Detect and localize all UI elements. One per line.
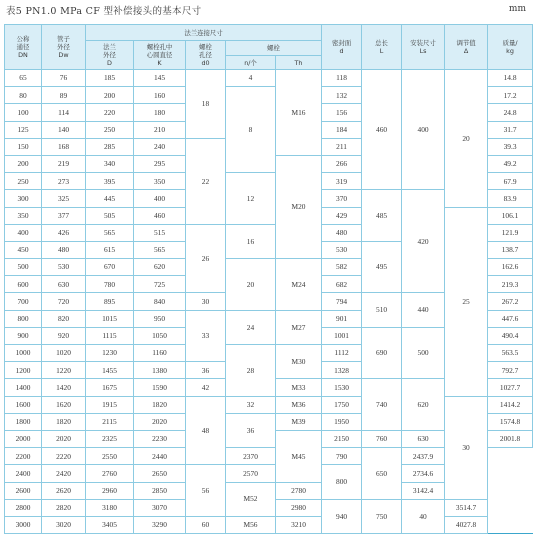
cell-dn: 450 [5,241,42,258]
cell-pipe-od: 820 [42,310,86,327]
cell-seal: 1950 [322,413,362,430]
cell-seal: 1530 [322,379,362,396]
cell-dn: 2600 [5,482,42,499]
cell-length: 800 [322,465,362,499]
cell-dn: 300 [5,190,42,207]
header-bolt-th: Th [276,56,322,70]
cell-seal: 2570 [226,465,276,482]
cell-bolt-hole: 60 [186,516,226,533]
cell-flange-od: 2550 [86,448,134,465]
table-title: 表5 PN1.0 MPa CF 型补偿接头的基本尺寸 [6,6,202,17]
cell-mass: 3142.4 [402,482,445,499]
cell-adjust: 25 [445,207,488,396]
header-mass: 质量/ kg [488,25,533,70]
cell-flange-od: 1230 [86,345,134,362]
cell-flange-od: 895 [86,293,134,310]
cell-mass: 17.2 [488,87,533,104]
cell-bolt-hole: 30 [186,293,226,310]
cell-dn: 3000 [5,516,42,533]
cell-pipe-od: 530 [42,259,86,276]
cell-dn: 700 [5,293,42,310]
header-install: 安装尺寸 Ls [402,25,445,70]
header-bolt: 螺栓 [226,41,322,56]
cell-flange-od: 185 [86,70,134,87]
cell-bolt-hole: 36 [186,362,226,379]
cell-seal: 118 [322,70,362,87]
cell-bolt-circle: 840 [134,293,186,310]
cell-bolt-th: M52 [226,482,276,516]
table-row [5,396,533,413]
cell-mass: 490.4 [488,327,533,344]
cell-dn: 1200 [5,362,42,379]
cell-pipe-od: 1420 [42,379,86,396]
cell-bolt-circle: 145 [134,70,186,87]
cell-length: 790 [322,448,362,465]
header-bolt-hole: 螺栓 孔径 d0 [186,41,226,70]
cell-seal: 901 [322,310,362,327]
cell-pipe-od: 2620 [42,482,86,499]
cell-seal: 1001 [322,327,362,344]
cell-length: 690 [362,327,402,379]
cell-dn: 900 [5,327,42,344]
cell-seal: 1328 [322,362,362,379]
cell-flange-od: 2325 [86,430,134,447]
cell-pipe-od: 325 [42,190,86,207]
header-flange-group: 法兰连接尺寸 [86,25,322,41]
cell-seal: 2780 [276,482,322,499]
cell-pipe-od: 920 [42,327,86,344]
cell-bolt-n: 24 [226,310,276,344]
cell-install: 400 [402,70,445,190]
cell-mass: 792.7 [488,362,533,379]
cell-flange-od: 3180 [86,499,134,516]
cell-dn: 100 [5,104,42,121]
cell-mass: 4027.8 [445,516,488,533]
cell-pipe-od: 1020 [42,345,86,362]
cell-flange-od: 780 [86,276,134,293]
cell-flange-od: 1915 [86,396,134,413]
cell-bolt-circle: 3290 [134,516,186,533]
cell-mass: 2001.8 [488,430,533,447]
cell-bolt-n: 4 [226,70,276,87]
cell-mass: 1574.8 [488,413,533,430]
cell-bolt-hole: 18 [186,70,226,139]
cell-flange-od: 1675 [86,379,134,396]
cell-pipe-od: 630 [42,276,86,293]
header-bolt-n: n/个 [226,56,276,70]
cell-dn: 800 [5,310,42,327]
cell-seal: 794 [322,293,362,310]
cell-seal: 156 [322,104,362,121]
cell-flange-od: 565 [86,224,134,241]
cell-bolt-circle: 1050 [134,327,186,344]
table-row [5,70,533,87]
cell-seal: 2980 [276,499,322,516]
cell-seal: 1750 [322,396,362,413]
cell-bolt-circle: 160 [134,87,186,104]
cell-bolt-th: M30 [276,345,322,379]
cell-dn: 600 [5,276,42,293]
cell-flange-od: 220 [86,104,134,121]
cell-flange-od: 285 [86,138,134,155]
cell-dn: 2000 [5,430,42,447]
cell-dn: 80 [5,87,42,104]
cell-pipe-od: 273 [42,173,86,190]
cell-seal: 530 [322,241,362,258]
cell-bolt-th: M24 [276,259,322,311]
cell-adjust: 20 [445,70,488,208]
cell-pipe-od: 1820 [42,413,86,430]
cell-install: 440 [402,293,445,327]
cell-bolt-n: 28 [226,345,276,397]
cell-flange-od: 2760 [86,465,134,482]
cell-bolt-circle: 515 [134,224,186,241]
cell-mass: 267.2 [488,293,533,310]
cell-mass: 563.5 [488,345,533,362]
cell-flange-od: 445 [86,190,134,207]
cell-bolt-circle: 2440 [134,448,186,465]
cell-seal: 2150 [322,430,362,447]
header-seal: 密封面 d [322,25,362,70]
cell-flange-od: 395 [86,173,134,190]
cell-mass: 447.6 [488,310,533,327]
cell-bolt-hole: 42 [186,379,226,396]
cell-length: 510 [362,293,402,327]
cell-pipe-od: 219 [42,155,86,172]
cell-bolt-circle: 1160 [134,345,186,362]
cell-bolt-th: M45 [276,430,322,482]
cell-bolt-th: M39 [276,413,322,430]
cell-seal: 429 [322,207,362,224]
cell-bolt-th: M20 [276,155,322,258]
cell-mass: 1027.7 [488,379,533,396]
cell-bolt-circle: 400 [134,190,186,207]
cell-bolt-circle: 460 [134,207,186,224]
cell-bolt-n: 8 [226,87,276,173]
cell-length: 740 [362,379,402,431]
cell-pipe-od: 377 [42,207,86,224]
cell-bolt-hole: 33 [186,310,226,362]
cell-bolt-n: 32 [226,396,276,413]
cell-bolt-th: M16 [276,70,322,156]
cell-dn: 400 [5,224,42,241]
cell-pipe-od: 2220 [42,448,86,465]
cell-bolt-circle: 210 [134,121,186,138]
cell-dn: 2400 [5,465,42,482]
cell-seal: 370 [322,190,362,207]
table-body [5,70,533,534]
cell-flange-od: 200 [86,87,134,104]
cell-flange-od: 2115 [86,413,134,430]
cell-flange-od: 670 [86,259,134,276]
cell-bolt-circle: 2020 [134,413,186,430]
cell-mass: 2734.6 [402,465,445,482]
cell-dn: 150 [5,138,42,155]
cell-bolt-circle: 350 [134,173,186,190]
cell-mass: 49.2 [488,155,533,172]
cell-dn: 2800 [5,499,42,516]
cell-bolt-hole: 22 [186,138,226,224]
cell-mass: 219.3 [488,276,533,293]
cell-bolt-circle: 3070 [134,499,186,516]
cell-bolt-circle: 950 [134,310,186,327]
cell-dn: 500 [5,259,42,276]
cell-pipe-od: 2820 [42,499,86,516]
cell-install: 630 [402,430,445,447]
cell-dn: 1600 [5,396,42,413]
cell-bolt-circle: 725 [134,276,186,293]
cell-bolt-circle: 620 [134,259,186,276]
cell-flange-od: 1455 [86,362,134,379]
cell-pipe-od: 140 [42,121,86,138]
cell-bolt-n: 20 [226,259,276,311]
header-adjust: 调节值 Δ [445,25,488,70]
cell-mass: 14.8 [488,70,533,87]
cell-dn: 1800 [5,413,42,430]
cell-install: 500 [402,327,445,379]
cell-seal: 480 [322,224,362,241]
cell-bolt-n: 12 [226,173,276,225]
cell-mass: 67.9 [488,173,533,190]
cell-dn: 2200 [5,448,42,465]
cell-seal: 184 [322,121,362,138]
cell-flange-od: 2960 [86,482,134,499]
cell-mass: 121.9 [488,224,533,241]
cell-bolt-circle: 1590 [134,379,186,396]
cell-mass: 162.6 [488,259,533,276]
cell-dn: 200 [5,155,42,172]
cell-seal: 2370 [226,448,276,465]
cell-flange-od: 250 [86,121,134,138]
unit-label: mm [508,4,526,14]
cell-length: 485 [362,190,402,242]
cell-length: 760 [362,430,402,447]
cell-bolt-circle: 180 [134,104,186,121]
cell-mass: 1414.2 [488,396,533,413]
cell-pipe-od: 89 [42,87,86,104]
dimensions-table [4,24,533,534]
cell-flange-od: 1115 [86,327,134,344]
cell-bolt-th: M56 [226,516,276,533]
cell-flange-od: 505 [86,207,134,224]
cell-mass: 39.3 [488,138,533,155]
cell-seal: 682 [322,276,362,293]
cell-length: 495 [362,241,402,293]
cell-seal: 3210 [276,516,322,533]
cell-bolt-hole: 26 [186,224,226,293]
cell-flange-od: 1015 [86,310,134,327]
cell-dn: 250 [5,173,42,190]
cell-bolt-hole: 48 [186,396,226,465]
cell-pipe-od: 114 [42,104,86,121]
cell-flange-od: 340 [86,155,134,172]
header-bolt-circle: 螺栓孔中 心圆直径 K [134,41,186,70]
cell-bolt-circle: 240 [134,138,186,155]
cell-install: 620 [402,379,445,431]
cell-bolt-circle: 2850 [134,482,186,499]
cell-mass: 31.7 [488,121,533,138]
cell-dn: 65 [5,70,42,87]
cell-bolt-n: 16 [226,224,276,258]
cell-mass: 106.1 [488,207,533,224]
cell-adjust: 30 [445,396,488,499]
cell-seal: 132 [322,87,362,104]
cell-mass: 3514.7 [445,499,488,516]
cell-dn: 125 [5,121,42,138]
cell-pipe-od: 168 [42,138,86,155]
cell-mass: 2437.9 [402,448,445,465]
cell-adjust: 40 [402,499,445,533]
cell-mass: 24.8 [488,104,533,121]
cell-pipe-od: 76 [42,70,86,87]
table-row [5,516,533,533]
cell-bolt-th: M33 [276,379,322,396]
header-pipe-od: 管子 外径 Dw [42,25,86,70]
cell-flange-od: 615 [86,241,134,258]
cell-dn: 1400 [5,379,42,396]
cell-pipe-od: 2020 [42,430,86,447]
cell-pipe-od: 1220 [42,362,86,379]
cell-length: 940 [322,499,362,533]
header-length: 总长 L [362,25,402,70]
cell-install: 650 [362,448,402,500]
cell-bolt-th: M27 [276,310,322,344]
cell-length: 460 [362,70,402,190]
cell-seal: 266 [322,155,362,172]
header-flange-od: 法兰 外径 D [86,41,134,70]
cell-bolt-circle: 2230 [134,430,186,447]
cell-mass: 83.9 [488,190,533,207]
cell-bolt-circle: 2650 [134,465,186,482]
cell-seal: 582 [322,259,362,276]
cell-seal: 211 [322,138,362,155]
header-dn: 公称 通径 DN [5,25,42,70]
cell-pipe-od: 426 [42,224,86,241]
cell-bolt-n: 36 [226,413,276,447]
cell-install: 750 [362,499,402,533]
cell-seal: 1112 [322,345,362,362]
cell-pipe-od: 2420 [42,465,86,482]
cell-pipe-od: 720 [42,293,86,310]
cell-bolt-hole: 56 [186,465,226,517]
cell-bolt-th: M36 [276,396,322,413]
cell-bolt-circle: 295 [134,155,186,172]
cell-dn: 1000 [5,345,42,362]
cell-pipe-od: 3020 [42,516,86,533]
cell-mass: 138.7 [488,241,533,258]
cell-flange-od: 3405 [86,516,134,533]
cell-dn: 350 [5,207,42,224]
cell-bolt-circle: 565 [134,241,186,258]
cell-install: 420 [402,190,445,293]
cell-bolt-circle: 1380 [134,362,186,379]
cell-pipe-od: 1620 [42,396,86,413]
cell-seal: 319 [322,173,362,190]
cell-pipe-od: 480 [42,241,86,258]
cell-bolt-circle: 1820 [134,396,186,413]
